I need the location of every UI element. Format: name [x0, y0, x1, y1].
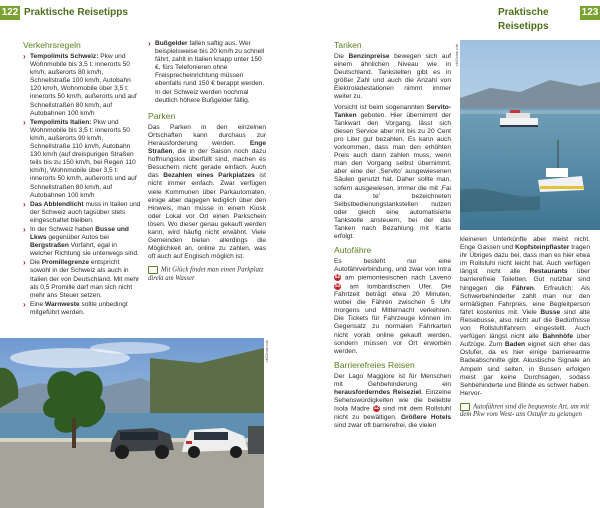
running-header-title: Praktische Reisetipps [498, 7, 549, 32]
tanken-paragraph-2: Vorsicht ist beim sogenannten Servito-Tanken geboten. Hier übernimmt der Tankwart den Vorgang, lässt sich diesen Service aber mit bis zu 20 Cent pro Liter gut bezahlen. Es kann auch vorkommen, dass man den erhöhten Preis auch dann zahlen muss, wenn man den Vorgang selbst übernimmt, aber eine der ‚Servito' ausgewiesenen Säulen genutzt hat. Daher sollte man, sofern ausgewiesen, immer die mit ‚Fai da te' bezeichneten Selbstbedienungstankstellen nutzen oder gleich eine automatisierte Tankstelle ansteuern, bei der das Tanken nach Bezahlung mit Karte erfolgt. [334, 103, 451, 241]
page-number: 122 [1, 7, 19, 18]
page-number: 123 [581, 7, 599, 18]
autofaehre-heading: Autofähre [334, 245, 372, 256]
photo-caption: Autofähren sind die bequemste Art, um mit dem Pkw vom West- ans Ostufer zu gelangen [460, 403, 590, 419]
barrierefrei-paragraph: Der Lago Maggiore ist für Menschen mit Gehbehinderung ein herausforderndes Reiseziel. Einzelne Sehenswürdigkeiten wie die beliebte Isola Madre 12 sind mit dem Rollstuhl nicht zu bewältigen. Größere Hotels sind zwar oft barrierefrei, die vielen [334, 372, 452, 429]
list-item: › Tempolimits Schweiz: Pkw und Wohnmobile bis 3,5 t: innerorts 50 km/h, außerorts 80 km/h, Schnellstraße 100 km/h, Autobahn 120 km/h, Wohnmobile über 3,5 t: innerorts 50 km/h, außerorts und auf Schnellstraßen 80 km/h, auf Autobahnen 100 km/h [23, 53, 141, 118]
camera-icon [148, 266, 158, 274]
camera-icon [460, 403, 470, 411]
tanken-heading: Tanken [334, 40, 362, 50]
verkehrsregeln-section [23, 40, 141, 318]
list-item: › Die Promillegrenze entspricht sowohl in der Schweiz als auch in Italien der von Deutschland. Mit mehr als 0,5 Promille darf man sich nicht mehr ans Steuer setzen. [23, 259, 141, 299]
barrierefrei-continued-section [460, 236, 590, 419]
bussgeld-list [148, 40, 266, 105]
list-item: › Eine Warnweste sollte unbedingt mitgeführt werden. [23, 301, 141, 317]
photo-caption: Mit Glück findet man einen Parkplatz direkt am Wasser [148, 266, 264, 282]
list-item: › In der Schweiz haben Busse und Lkws gegenüber Autos bei Bergstraßen Vorfahrt, egal in welcher Richtung sie unterwegs sind. [23, 226, 141, 258]
parken-heading: Parken [148, 110, 176, 121]
map-marker-icon: 53 [334, 282, 341, 289]
verkehrsregeln-list [23, 53, 141, 317]
ferry-lake-image [460, 40, 600, 230]
parking-lake-photo [0, 338, 264, 508]
barrierefrei-heading: Barrierefreies Reisen [334, 359, 415, 370]
autofaehre-paragraph: Es besteht nur eine Autofährverbindung, und zwar von Intra 52 am piemontesischen nach Laveno 53 am lombardischen Ufer. Die Fahrtzeit beträgt etwa 20 Minuten, wobei die Fähren zwischen 5 Uhr morgens und Mitternacht verkehren. Die Tickets für Fahrzeuge können im Gegensatz zu normalen Fahrkarten nicht vorab online gekauft werden, sondern müssen vor Ort erworben werden. [334, 258, 451, 355]
list-item: › Tempolimits Italien: Pkw und Wohnmobile bis 3,5 t: innerorts 50 km/h, außerorts 90 km/h, Schnellstraße 110 km/h, Autobahn 130 km/h (auf dreispurigen Straßen teils bis zu 150 km/h, bei Regen 110 km/h), Wohnmobile über 3,5 t: innerorts 50 km/h, außerorts und auf Schnellstraßen 80 km/h, auf Autobahnen 100 km/h [23, 119, 141, 200]
barrierefrei-continued-paragraph: kleineren Unterkünfte aber meist nicht. Enge Gassen und Kopfsteinpflaster tragen ihr Übriges dazu bei, dass man es hier etwa im Rollstuhl nicht leicht hat. Auch verfügen längst nicht alle Restaurants über barrierefreie Toiletten. Gut nutzbar sind hingegen die Fähren. Erfreulich: Als Schwerbehinderter zahlt man nur den ermäßigten Fahrpreis, eine Begleitperson fährt kostenlos mit. Viele Busse sind alte Reisebusse, also nicht auf die Bedürfnisse von Rollstuhlfahrern eingestellt. Auch verfügen längst nicht alle Bahnhöfe über Aufzüge. Zum Baden eignet sich eher das Ostufer, da es hier einige barrierearme Badeabschnitte gibt. Akustische Signale an Ampeln sind selten, in Bussen erfolgen meist gar keine Durchsagen, sodass Sehbehinderte und Blinde es schwer haben. Hervor- [460, 236, 591, 397]
right-page [300, 0, 600, 508]
bussgeld-parken-section [148, 40, 266, 283]
verkehrsregeln-heading: Verkehrsregeln [23, 40, 81, 50]
left-page-header [0, 6, 300, 20]
tanken-paragraph-1: Die Benzinpreise bewegen sich auf einem ähnlichen Niveau wie in Deutschland. Tankstellen gibt es in größer Zahl und auch die Anzahl von Elektroladestationen nimmt immer weiter zu. [334, 53, 451, 101]
photo-credit: cb01mm rdn [454, 44, 459, 67]
map-marker-icon: 12 [373, 405, 380, 412]
photo-credit: cb01mm rdn [264, 340, 269, 363]
list-item: › Das Abblendlicht muss in Italien und der Schweiz auch tagsüber stets eingeschaltet bleiben. [23, 201, 141, 225]
list-item: › Bußgelder fallen saftig aus. Wer beispielsweise bis 20 km/h zu schnell fährt, zahlt in Italien knapp unter 150 €, fürs Telefonieren ohne Freisprecheinrichtung müssen ebenfalls rund 150 € berappt werden. In der Schweiz werden nochmal deutlich höhere Bußgelder fällig. [148, 40, 266, 105]
tanken-faehre-barriere-section [334, 40, 451, 432]
parken-paragraph: Das Parken in den einzelnen Ortschaften kann durchaus zur Herausforderung werden. Enge Straßen, die in der Saison noch dazu hoffnungslos überfüllt sind, machen es Besuchern nicht gerade einfach. Auch das Bezahlen eines Parkplatzes ist nicht immer einfach. Zwar verfügen viele Kommunen über Parkautomaten, einige aber dagegen lediglich über den Hinweis, man müsse in einem Kiosk oder Lokal vor Ort einen Parkschein lösen. Wo dieser genau gekauft werden kann, wird häufig nicht erwähnt. Viele Gemeinden bieten allerdings die Möglichkeit an, online zu zahlen, was oft auch auf Englisch möglich ist. [148, 123, 266, 261]
right-page-header [300, 6, 600, 32]
parking-lake-image [0, 338, 264, 508]
ferry-lake-photo [460, 40, 600, 230]
running-header-title: Praktische Reisetipps [24, 7, 128, 18]
map-marker-icon: 52 [334, 274, 341, 281]
